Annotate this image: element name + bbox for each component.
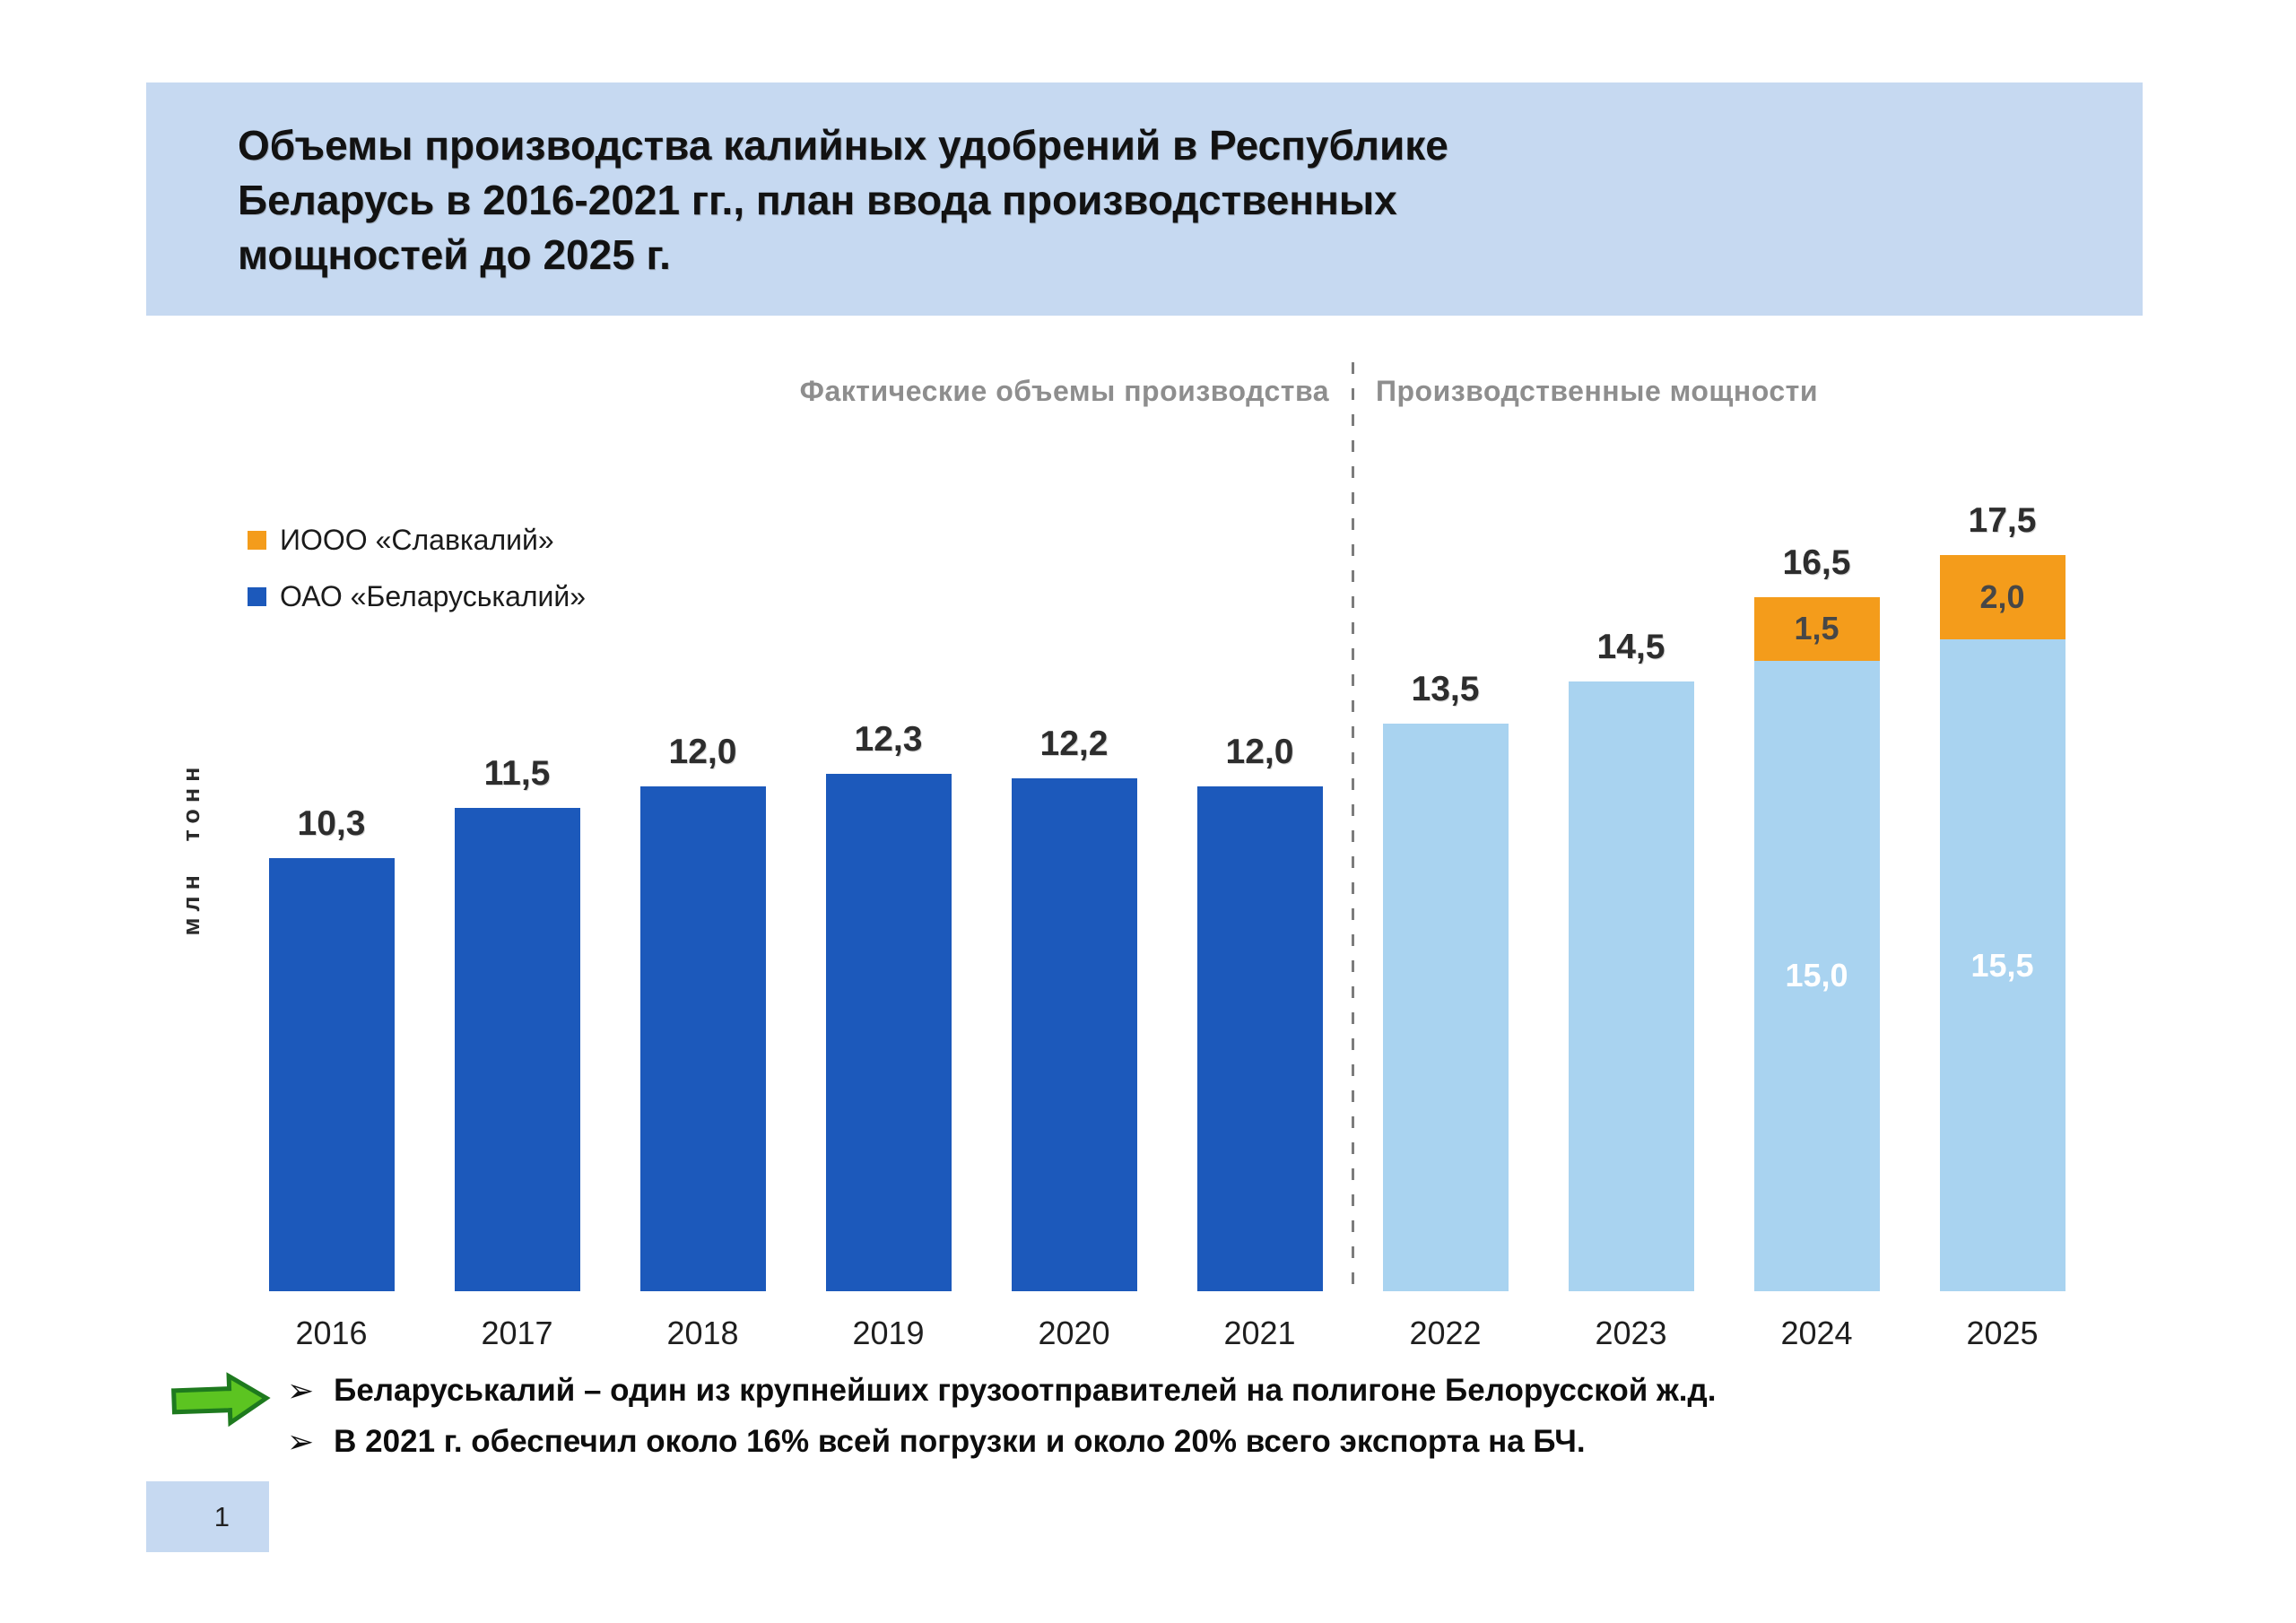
bar-2021	[1197, 786, 1323, 1291]
section-label-production-capacities: Производственные мощности	[1376, 375, 1819, 407]
bar-total-label-2018: 12,0	[668, 733, 737, 772]
bullet-arrow-icon: ➢	[287, 1423, 315, 1460]
bar-2018	[640, 786, 766, 1291]
page-number-box	[146, 1481, 269, 1552]
bar-segment-2016	[269, 858, 395, 1291]
bar-total-label-2017: 11,5	[483, 753, 551, 793]
bar-2020	[1012, 778, 1137, 1291]
segment-value-label: 15,0	[1785, 957, 1848, 994]
axis-label-2022: 2022	[1409, 1315, 1482, 1351]
footnotes-block	[170, 1365, 1716, 1467]
bar-total-label-2023: 14,5	[1596, 627, 1665, 666]
bar-group-2025	[1909, 459, 2095, 1351]
bar-segment-2021	[1197, 786, 1323, 1291]
bar-group-2024	[1724, 459, 1909, 1351]
bar-2019	[826, 774, 952, 1291]
footnote-list	[287, 1365, 1716, 1467]
axis-label-2021: 2021	[1223, 1315, 1296, 1351]
page-title	[146, 82, 2143, 282]
bar-total-label-2021: 12,0	[1225, 733, 1294, 772]
bar-segment-2024	[1754, 661, 1880, 1292]
bullet-arrow-icon: ➢	[287, 1372, 315, 1409]
footnote-text: В 2021 г. обеспечил около 16% всей погрузки и около 20% всего экспорта на БЧ.	[334, 1424, 1586, 1459]
bar-segment-2017	[455, 808, 580, 1291]
bar-group-2017	[424, 459, 610, 1351]
axis-label-2023: 2023	[1595, 1315, 1667, 1351]
footnote-item	[287, 1365, 1716, 1416]
bar-segment-2025	[1940, 555, 2066, 639]
bar-total-label-2022: 13,5	[1411, 669, 1480, 708]
section-label-actual-volumes: Фактические объемы производства	[799, 375, 1329, 407]
green-arrow-icon	[170, 1372, 271, 1428]
axis-label-2019: 2019	[852, 1315, 925, 1351]
page-number: 1	[213, 1500, 230, 1532]
y-axis-label: млн тонн	[178, 760, 204, 936]
segment-value-label: 15,5	[1970, 946, 2034, 984]
bar-group-2023	[1538, 459, 1724, 1351]
axis-label-2018: 2018	[666, 1315, 739, 1351]
bar-segment-2024	[1754, 597, 1880, 660]
bar-total-label-2024: 16,5	[1782, 543, 1851, 583]
bar-segment-2025	[1940, 639, 2066, 1291]
axis-label-2017: 2017	[481, 1315, 553, 1351]
legend-label: ИООО «Славкалий»	[280, 524, 554, 556]
title-line-1: Объемы производства калийных удобрений в Республике	[238, 122, 1448, 169]
segment-value-label: 2,0	[1979, 578, 2025, 616]
bar-group-2019	[796, 459, 981, 1351]
bar-group-2022	[1352, 459, 1538, 1351]
bar-group-2020	[981, 459, 1167, 1351]
bar-segment-2019	[826, 774, 952, 1291]
bar-total-label-2016: 10,3	[297, 803, 366, 843]
title-line-3: мощностей до 2025 г.	[238, 231, 671, 278]
bar-group-2021	[1167, 459, 1352, 1351]
bar-2022	[1383, 724, 1509, 1291]
legend-label: ОАО «Беларуськалий»	[280, 580, 587, 612]
axis-label-2020: 2020	[1038, 1315, 1110, 1351]
bar-segment-2018	[640, 786, 766, 1291]
bar-total-label-2019: 12,3	[854, 720, 923, 759]
title-line-2: Беларусь в 2016-2021 гг., план ввода производственных	[238, 177, 1397, 223]
axis-label-2025: 2025	[1966, 1315, 2039, 1351]
segment-value-label: 1,5	[1794, 610, 1839, 647]
bar-chart-area	[239, 459, 2095, 1351]
bar-total-label-2025: 17,5	[1968, 501, 2037, 541]
bar-group-2016	[239, 459, 424, 1351]
title-block	[146, 82, 2143, 316]
bar-total-label-2020: 12,2	[1039, 724, 1109, 763]
bar-2023	[1569, 681, 1694, 1291]
axis-label-2024: 2024	[1780, 1315, 1853, 1351]
bar-2016	[269, 858, 395, 1291]
footnote-item	[287, 1416, 1716, 1467]
bar-2017	[455, 808, 580, 1291]
footnote-text: Беларуськалий – один из крупнейших грузоотправителей на полигоне Белорусской ж.д.	[334, 1373, 1717, 1408]
bar-segment-2022	[1383, 724, 1509, 1291]
axis-label-2016: 2016	[295, 1315, 368, 1351]
bar-group-2018	[610, 459, 796, 1351]
bar-segment-2020	[1012, 778, 1137, 1291]
bar-segment-2023	[1569, 681, 1694, 1291]
bar-2025	[1940, 555, 2066, 1291]
bar-2024	[1754, 597, 1880, 1291]
